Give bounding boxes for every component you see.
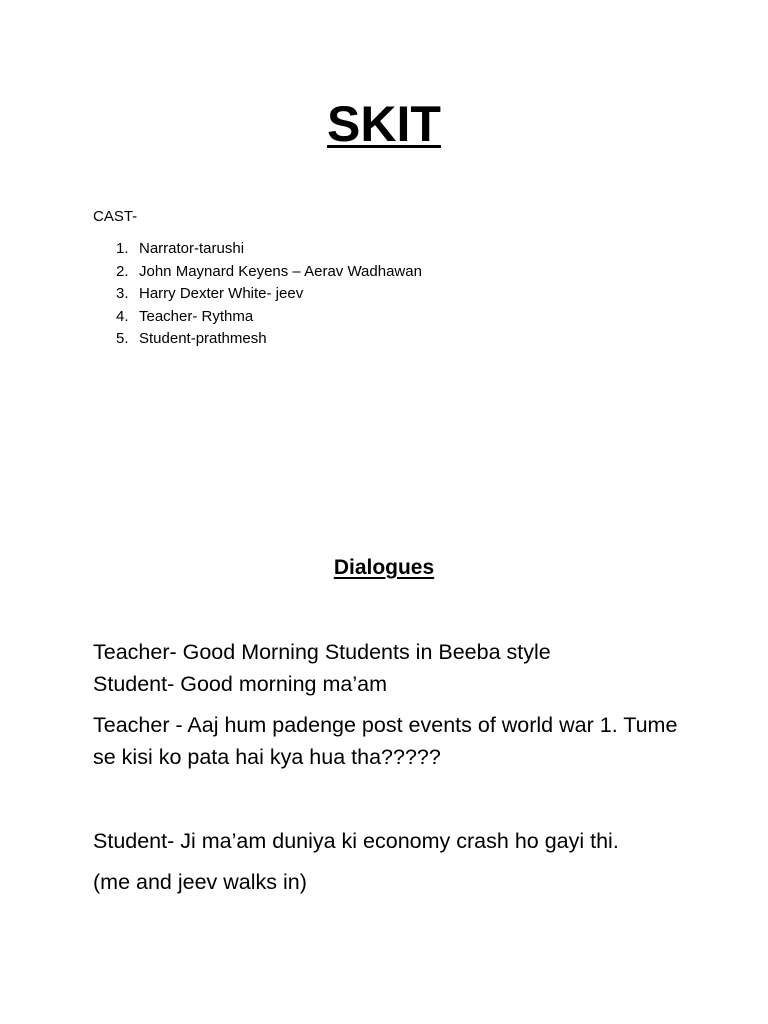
document-title: SKIT — [327, 96, 441, 152]
cast-list-item — [93, 261, 422, 284]
dialogue-line: (me and jeev walks in) — [93, 870, 307, 894]
cast-list — [93, 238, 422, 351]
cast-list-item — [93, 283, 422, 306]
cast-item-number: 2. — [116, 262, 129, 280]
dialogue-line: Student- Good morning ma’am — [93, 672, 387, 696]
dialogue-line: Teacher- Good Morning Students in Beeba style — [93, 640, 551, 664]
cast-item-number: 4. — [116, 307, 129, 325]
cast-label: CAST- — [93, 208, 138, 225]
cast-item-number: 5. — [116, 330, 129, 347]
cast-list-item — [93, 328, 422, 351]
cast-item-number: 1. — [116, 240, 129, 257]
cast-item-text: John Maynard Keyens – Aerav Wadhawan — [139, 262, 422, 280]
cast-item-text: Student-prathmesh — [139, 330, 267, 347]
cast-item-number: 3. — [116, 285, 129, 302]
cast-list-item — [93, 306, 422, 329]
dialogue-line: Student- Ji ma’am duniya ki economy crash ho gayi thi. — [93, 829, 619, 853]
dialogue-line: Teacher - Aaj hum padenge post events of world war 1. Tume se kisi ko pata hai kya hua tha????? — [93, 713, 678, 769]
cast-item-text: Teacher- Rythma — [139, 307, 254, 325]
cast-item-text: Harry Dexter White- jeev — [139, 285, 304, 302]
cast-item-text: Narrator-tarushi — [139, 240, 245, 257]
cast-list-item — [93, 238, 422, 261]
dialogues-heading: Dialogues — [333, 556, 435, 579]
